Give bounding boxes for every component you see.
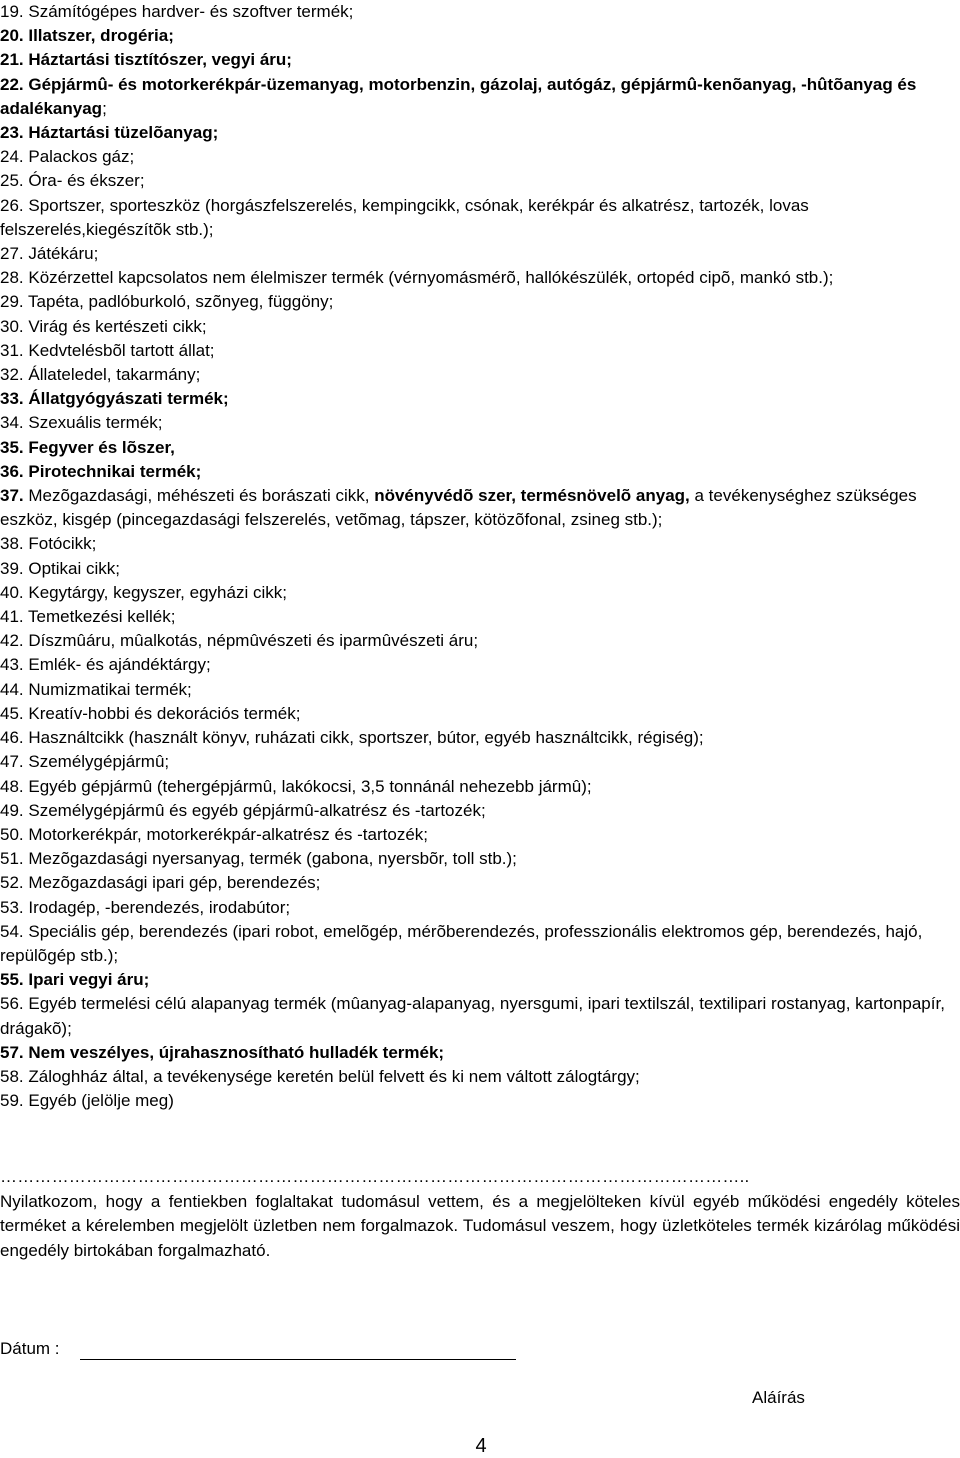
list-item [0,968,960,992]
item-text: Pirotechnikai termék; [23,461,202,481]
list-item [0,992,960,1040]
item-text: Palackos gáz; [23,147,135,167]
list-item [0,0,960,24]
item-text: Illatszer, drogéria; [23,26,174,46]
list-item [0,436,960,460]
list-item [0,557,960,581]
item-number: 20. [0,26,24,46]
list-item [0,653,960,677]
item-number: 41. [0,607,24,627]
item-number: 47. [0,752,24,772]
item-number: 57. [0,1042,24,1062]
list-item [0,532,960,556]
item-text: Kegytárgy, kegyszer, egyházi cikk; [23,582,287,602]
list-item [0,581,960,605]
item-text: Gépjármû- és motorkerékpár-üzemanyag, motorbenzin, gázolaj, autógáz, gépjármû-kenõanyag, -hûtõanyag és adalékanyag [0,74,917,118]
item-number: 38. [0,534,24,554]
item-number: 23. [0,123,24,143]
list-item [0,363,960,387]
list-item [0,775,960,799]
item-text: Mezõgazdasági ipari gép, berendezés; [23,873,321,893]
item-text: Virág és kertészeti cikk; [23,316,207,336]
item-text: Díszmûáru, mûalkotás, népmûvészeti és iparmûvészeti áru; [23,631,479,651]
item-number: 48. [0,776,24,796]
list-item [0,847,960,871]
declaration-paragraph: Nyilatkozom, hogy a fentiekben foglaltakat tudomásul vettem, és a megjelölteken kívül egyéb működési engedély köteles terméket a kérelemben megjelölt üzletben nem forgalmazok. Tudomásul veszem, hogy üzletköteles termék kizárólag működési engedély birtokában forgalmazható. [0,1192,960,1260]
item-number: 42. [0,631,24,651]
item-number: 30. [0,316,24,336]
list-item [0,145,960,169]
list-item [0,750,960,774]
item-text: Speciális gép, berendezés (ipari robot, emelõgép, mérõberendezés, professzionális elektromos gép, berendezés, hajó, repülõgép stb.); [0,921,923,965]
item-number: 40. [0,582,24,602]
list-item [0,605,960,629]
item-number: 28. [0,268,24,288]
item-number: 19. [0,2,24,21]
item-number: 27. [0,244,24,264]
list-item [0,896,960,920]
item-text: növényvédõ szer, termésnövelõ anyag, [374,486,690,506]
list-item [0,290,960,314]
item-text: Állatgyógyászati termék; [23,389,229,409]
item-number: 36. [0,461,24,481]
list-item [0,121,960,145]
item-text: Egyéb gépjármû (tehergépjármû, lakókocsi, 3,5 tonnánál nehezebb jármû); [23,776,592,796]
list-item [0,920,960,968]
item-number: 46. [0,728,24,748]
list-item [0,169,960,193]
list-item [0,460,960,484]
item-text: Közérzettel kapcsolatos nem élelmiszer termék (vérnyomásmérõ, hallókészülék, ortopéd cipõ, mankó stb.); [23,268,834,288]
list-item [0,1089,960,1113]
item-text: Egyéb termelési célú alapanyag termék (mûanyag-alapanyag, nyersgumi, ipari textilszál, textilipari rostanyag, kartonpapír, drágakõ); [0,994,945,1038]
item-text: Optikai cikk; [23,558,120,578]
list-item [0,73,960,121]
item-text: Szexuális termék; [23,413,163,433]
item-text: Tapéta, padlóburkoló, szõnyeg, függöny; [23,292,334,312]
item-text: Személygépjármû és egyéb gépjármû-alkatrész és -tartozék; [23,800,486,820]
list-item [0,194,960,242]
list-item [0,315,960,339]
signature-label: Aláírás [752,1388,805,1407]
list-item [0,871,960,895]
item-text: Fegyver és lõszer, [23,437,175,457]
item-text: Nem veszélyes, újrahasznosítható hulladék termék; [23,1042,445,1062]
item-number: 50. [0,824,24,844]
item-number: 44. [0,679,24,699]
item-number: 58. [0,1066,24,1086]
item-number: 24. [0,147,24,167]
item-number: 22. [0,74,24,94]
list-item [0,823,960,847]
item-text: Számítógépes hardver- és szoftver termék; [23,2,354,21]
item-text: Óra- és ékszer; [23,171,145,191]
item-number: 25. [0,171,24,191]
list-item [0,266,960,290]
page-number: 4 [475,1435,487,1457]
item-text: Használtcikk (használt könyv, ruházati cikk, sportszer, bútor, egyéb használtcikk, régiség); [23,728,704,748]
item-text: Mezõgazdasági nyersanyag, termék (gabona, nyersbõr, toll stb.); [23,849,517,869]
item-number: 37. [0,486,24,506]
list-item [0,629,960,653]
item-text: Kedvtelésbõl tartott állat; [23,340,215,360]
item-text: Emlék- és ajándéktárgy; [23,655,211,675]
list-item [0,1065,960,1089]
item-text: Egyéb (jelölje meg) [23,1091,174,1111]
date-label: Dátum : [0,1339,60,1358]
item-number: 26. [0,195,24,215]
item-number: 52. [0,873,24,893]
list-item [0,24,960,48]
item-text: Kreatív-hobbi és dekorációs termék; [23,703,301,723]
list-item [0,678,960,702]
list-item [0,702,960,726]
item-text: Játékáru; [23,244,99,264]
item-number: 51. [0,849,24,869]
item-number: 39. [0,558,24,578]
list-item [0,48,960,72]
item-text: Háztartási tisztítószer, vegyi áru; [23,50,292,70]
item-text: Mezõgazdasági, méhészeti és borászati cikk, [23,486,375,506]
item-text: Háztartási tüzelõanyag; [23,123,219,143]
item-number: 21. [0,50,24,70]
item-number: 53. [0,897,24,917]
item-text: ; [102,98,107,118]
fill-in-dotted-line: ………………………………………………………………………………………………………………….. [0,1167,750,1186]
item-number: 45. [0,703,24,723]
list-item [0,484,960,532]
item-text: Numizmatikai termék; [23,679,192,699]
list-item [0,411,960,435]
item-text: Állateledel, takarmány; [23,365,201,385]
date-field [0,1337,520,1363]
list-item [0,726,960,750]
item-text: Irodagép, -berendezés, irodabútor; [23,897,291,917]
item-text: Motorkerékpár, motorkerékpár-alkatrész és -tartozék; [23,824,429,844]
item-number: 54. [0,921,24,941]
list-item [0,242,960,266]
item-number: 35. [0,437,24,457]
list-item [0,387,960,411]
list-item [0,339,960,363]
item-text: Sportszer, sporteszköz (horgászfelszerelés, kempingcikk, csónak, kerékpár és alkatrész, tartozék, lovas felszerelés,kiegészítõk stb.); [0,195,809,239]
item-text: Ipari vegyi áru; [23,970,150,990]
item-number: 32. [0,365,24,385]
item-number: 43. [0,655,24,675]
item-number: 56. [0,994,24,1014]
item-number: 33. [0,389,24,409]
item-number: 29. [0,292,24,312]
item-text: Személygépjármû; [23,752,170,772]
list-item [0,1041,960,1065]
item-text: Fotócikk; [23,534,97,554]
item-number: 34. [0,413,24,433]
list-item [0,799,960,823]
item-text: Temetkezési kellék; [23,607,176,627]
item-text: Záloghház által, a tevékenysége keretén belül felvett és ki nem váltott zálogtárgy; [23,1066,640,1086]
item-number: 59. [0,1091,24,1111]
item-number: 49. [0,800,24,820]
item-number: 55. [0,970,24,990]
item-number: 31. [0,340,24,360]
item-text: a tevékenységhez szükséges eszköz, kisgép (pincegazdasági felszerelés, vetõmag, tápszer, kötözõfonal, zsineg stb.); [0,486,917,530]
date-underline [80,1359,516,1360]
